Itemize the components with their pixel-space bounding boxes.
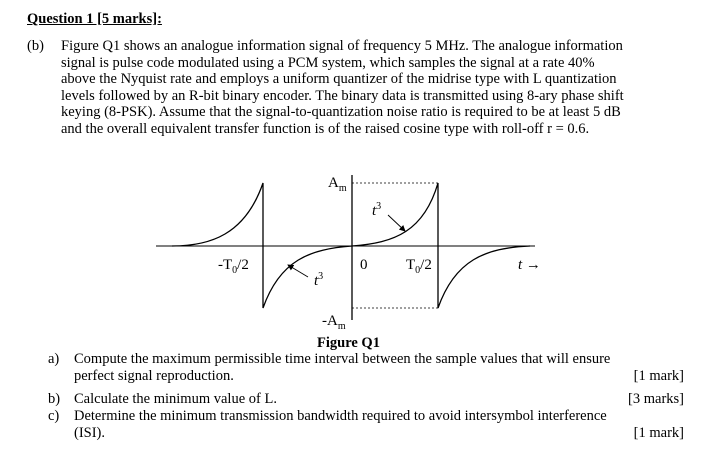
origin-label: 0 xyxy=(360,257,368,273)
question-heading: Question 1 [5 marks]: xyxy=(27,11,162,27)
marks-badge: [1 mark] xyxy=(633,367,684,384)
problem-paragraph xyxy=(61,38,681,138)
marks-badge: [3 marks] xyxy=(628,391,684,407)
half-period-label: $T_0/2$ xyxy=(406,257,432,276)
question-label: b) xyxy=(48,391,61,407)
question-label: a) xyxy=(48,351,60,367)
question-line: Compute the maximum permissible time interval between the sample values that will ensure xyxy=(74,351,611,367)
paragraph-line: keying (8-PSK). Assume that the signal-to-quantization noise ratio is required to be at least 5 dB xyxy=(61,104,621,121)
paragraph-line: Figure Q1 shows an analogue information signal of frequency 5 MHz. The analogue information xyxy=(61,38,623,54)
question-line-with-marks xyxy=(74,425,684,442)
question-line-with-marks xyxy=(74,391,684,408)
question-line-with-marks xyxy=(74,368,684,385)
question-line: (ISI). xyxy=(74,424,106,441)
signal-figure xyxy=(150,165,580,335)
paragraph-line: signal is pulse code modulated using a PCM system, which samples the signal at a rate 40% xyxy=(61,54,595,71)
part-label: (b) xyxy=(27,38,44,54)
t3-lower-label: $t^3$ xyxy=(314,271,324,289)
t3-upper-arrow xyxy=(388,215,405,231)
paragraph-line: levels followed by an R-bit binary encoder. The binary data is transmitted using 8-ary phase shift xyxy=(61,87,624,104)
marks-badge: [1 mark] xyxy=(633,424,684,441)
paragraph-line: and the overall equivalent transfer function is of the raised cosine type with roll-off r = 0.6. xyxy=(61,120,590,137)
question-label: c) xyxy=(48,408,60,424)
question-line: Determine the minimum transmission bandwidth required to avoid intersymbol interference xyxy=(74,408,607,424)
question-line: Calculate the minimum value of L. xyxy=(74,391,277,407)
t3-lower-arrow xyxy=(288,265,308,277)
paragraph-line: above the Nyquist rate and employs a uniform quantizer of the midrise type with L quantization xyxy=(61,71,617,88)
t3-upper-label: $t^3$ xyxy=(372,201,382,219)
neg-half-period-label: $-T_0/2$ xyxy=(218,257,249,276)
neg-am-label: $-A_m$ xyxy=(322,313,346,332)
time-axis-label: t → xyxy=(518,257,541,273)
figure-caption: Figure Q1 xyxy=(317,335,380,351)
am-label: $A_m$ xyxy=(328,175,347,194)
question-line: perfect signal reproduction. xyxy=(74,367,234,384)
